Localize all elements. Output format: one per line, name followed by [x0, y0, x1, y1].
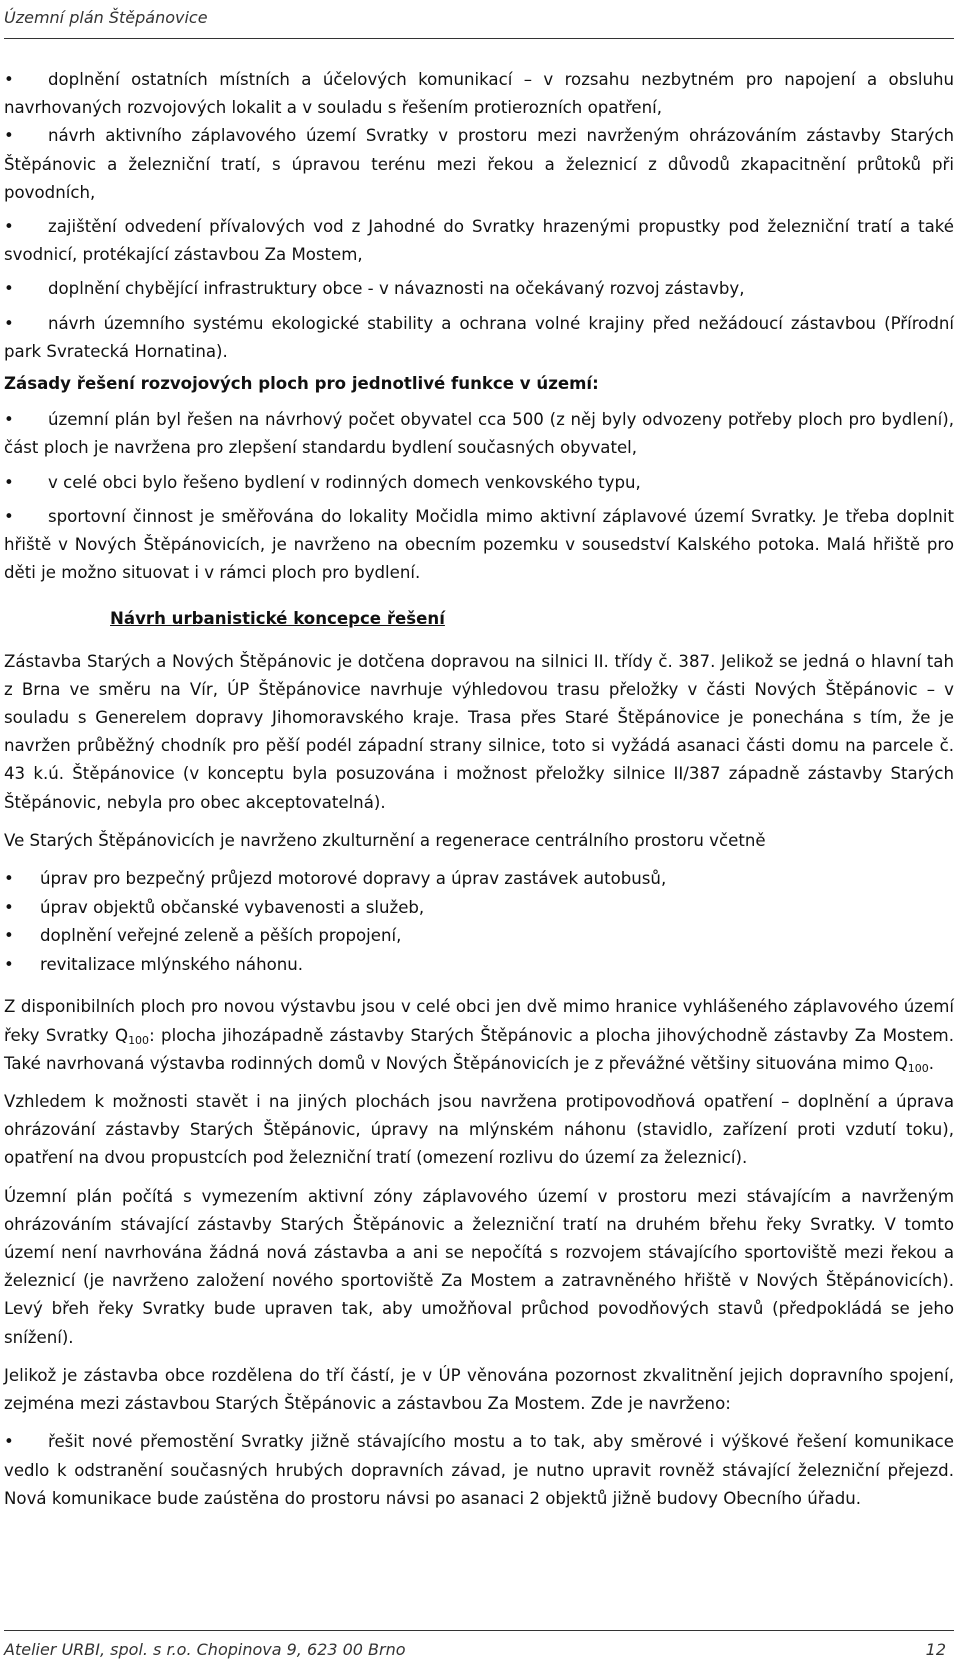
footer-divider [4, 1630, 954, 1631]
bullet-text: sportovní činnost je směřována do lokality Močidla mimo aktivní záplavové území Svratky. Je třeba doplnit hřiště v Nových Štěpánovicích, je navrženo na obecním pozemku v sousedství Kalského potoka. Malá hřiště pro děti je možno situovat i v rámci ploch pro bydlení. [4, 506, 954, 583]
bullet-icon: • [4, 472, 14, 492]
bullet-item [4, 503, 954, 588]
list-item-text: úprav pro bezpečný průjezd motorové dopravy a úprav zastávek autobusů, [40, 869, 667, 889]
bullet-item [4, 66, 954, 122]
bullet-icon: • [4, 869, 14, 889]
bullet-text: v celé obci bylo řešeno bydlení v rodinných domech venkovského typu, [48, 472, 641, 492]
list-item-text: revitalizace mlýnského náhonu. [40, 954, 304, 974]
page-number: 12 [925, 1640, 946, 1659]
list-item [4, 922, 954, 951]
paragraph: Jelikož je zástavba obce rozdělena do tří částí, je v ÚP věnována pozornost zkvalitnění jejich dopravního spojení, zejména mezi zástavbou Starých Štěpánovic a zástavbou Za Mostem. Zde je navrženo: [4, 1365, 954, 1414]
page-header-title: Územní plán Štěpánovice [4, 8, 208, 27]
paragraph: Z disponibilních ploch pro novou výstavbu jsou v celé obci jen dvě mimo hranice vyhlášeného záplavového území řeky Svratky $Q_{100}$: plocha jihozápadně zástavby Starých Štěpánovic a plocha jihovýchodně zástavby Za Mostem. Také navrhovaná výstavba rodinných domů v Nových Štěpánovicích je z převážné většiny situována mimo $Q_{100}$. [4, 997, 954, 1075]
bullet-text: doplnění ostatních místních a účelových komunikací – v rozsahu nezbytném pro napojení a obsluhu navrhovaných rozvojových lokalit a v souladu s řešením protierozních opatření, [4, 70, 954, 118]
bullet-icon: • [4, 70, 14, 89]
zasady-heading: Zásady řešení rozvojových ploch pro jednotlivé funkce v území: [4, 374, 599, 394]
bullet-text: návrh územního systému ekologické stability a ochrana volné krajiny před nežádoucí zástavbou (Přírodní park Svratecká Hornatina). [4, 313, 954, 361]
bullet-item [4, 275, 954, 303]
section-heading: Návrh urbanistické koncepce řešení [110, 609, 445, 629]
list-item [4, 865, 954, 894]
footer-company: Atelier URBI, spol. s r.o. Chopinova 9, 623 00 Brno [4, 1640, 406, 1659]
bullet-icon: • [4, 897, 14, 917]
bullet-icon: • [4, 506, 14, 526]
paragraph: Zástavba Starých a Nových Štěpánovic je dotčena dopravou na silnici II. třídy č. 387. Jelikož se jedná o hlavní tah z Brna ve směru na Vír, ÚP Štěpánovice navrhuje výhledovou trasu přeložky v části Nových Štěpánovic – v souladu s Generelem dopravy Jihomoravského kraje. Trasa přes Staré Štěpánovice je ponechána s tím, že je navržen průběžný chodník pro pěší podél západní strany silnice, toto si vyžádá asanaci části domu na parcele č. 43 k.ú. Štěpánovice (v konceptu byla posuzována i možnost přeložky silnice II/387 západně zástavby Starých Štěpánovic, nebyla pro obec akceptovatelná). [4, 651, 954, 812]
bullet-icon: • [4, 217, 14, 237]
bullet-icon: • [4, 126, 14, 146]
bullet-icon: • [4, 926, 14, 946]
header-divider [4, 38, 954, 39]
list-item-text: doplnění veřejné zeleně a pěších propojení, [40, 926, 402, 946]
bullet-text: územní plán byl řešen na návrhový počet obyvatel cca 500 (z něj byly odvozeny potřeby ploch pro bydlení), část ploch je navržena pro zlepšení standardu bydlení současných obyvatel, [4, 410, 954, 458]
paragraph: Ve Starých Štěpánovicích je navrženo zkulturnění a regenerace centrálního prostoru včetně [4, 830, 766, 850]
bullet-item [4, 213, 954, 269]
bullet-text: zajištění odvedení přívalových vod z Jahodné do Svratky hrazenými propustky pod železniční tratí a také svodnicí, protékající zástavbou Za Mostem, [4, 217, 954, 265]
bullet-item [4, 406, 954, 462]
bullet-icon: • [4, 279, 14, 299]
list-item [4, 951, 954, 980]
bullet-icon: • [4, 410, 14, 430]
bullet-item [4, 469, 954, 497]
bullet-text: doplnění chybějící infrastruktury obce - v návaznosti na očekávaný rozvoj zástavby, [48, 279, 745, 299]
renewal-list [4, 865, 954, 979]
bullet-item [4, 310, 954, 366]
bullet-text: řešit nové přemostění Svratky jižně stávajícího mostu a to tak, aby směrové i výškové řešení komunikace vedlo k odstranění současných hrubých dopravních závad, je nutno upravit rovněž stávající železniční přejezd. Nová komunikace bude zaústěna do prostoru návsi po asanaci 2 objektů jižně budovy Obecního úřadu. [4, 1432, 954, 1508]
list-item [4, 894, 954, 923]
paragraph: Územní plán počítá s vymezením aktivní zóny záplavového území v prostoru mezi stávajícím a navrženým ohrázováním stávající zástavby Starých Štěpánovic a železniční tratí na druhém břehu řeky Svratky. V tomto území není navrhována žádná nová zástavba a ani se nepočítá s rozvojem stávajícího sportoviště mezi řekou a železnicí (je navrženo založení nového sportoviště Za Mostem a zatravněného hřiště v Nových Štěpánovicích). Levý břeh řeky Svratky bude upraven tak, aby umožňoval průchod povodňových stavů (předpokládá se jeho snížení). [4, 1186, 954, 1347]
bullet-item [4, 1428, 954, 1513]
paragraph: Vzhledem k možnosti stavět i na jiných plochách jsou navržena protipovodňová opatření – doplnění a úprava ohrázování zástavby Starých Štěpánovic, úpravy na mlýnském náhonu (stavidlo, zařízení proti vzdutí toku), opatření na dvou propustcích pod železniční tratí (omezení rozlivu do území za železnicí). [4, 1092, 954, 1168]
list-item-text: úprav objektů občanské vybavenosti a služeb, [40, 897, 425, 917]
bullet-text: návrh aktivního záplavového území Svratky v prostoru mezi navrženým ohrázováním zástavby Starých Štěpánovic a železniční tratí, s úpravou terénu mezi řekou a železnicí z důvodů zkapacitnění průtoků při povodních, [4, 126, 954, 202]
document-body [4, 66, 954, 1513]
bullet-icon: • [4, 1432, 14, 1452]
bullet-icon: • [4, 313, 14, 333]
bullet-item [4, 122, 954, 207]
bullet-icon: • [4, 954, 14, 974]
